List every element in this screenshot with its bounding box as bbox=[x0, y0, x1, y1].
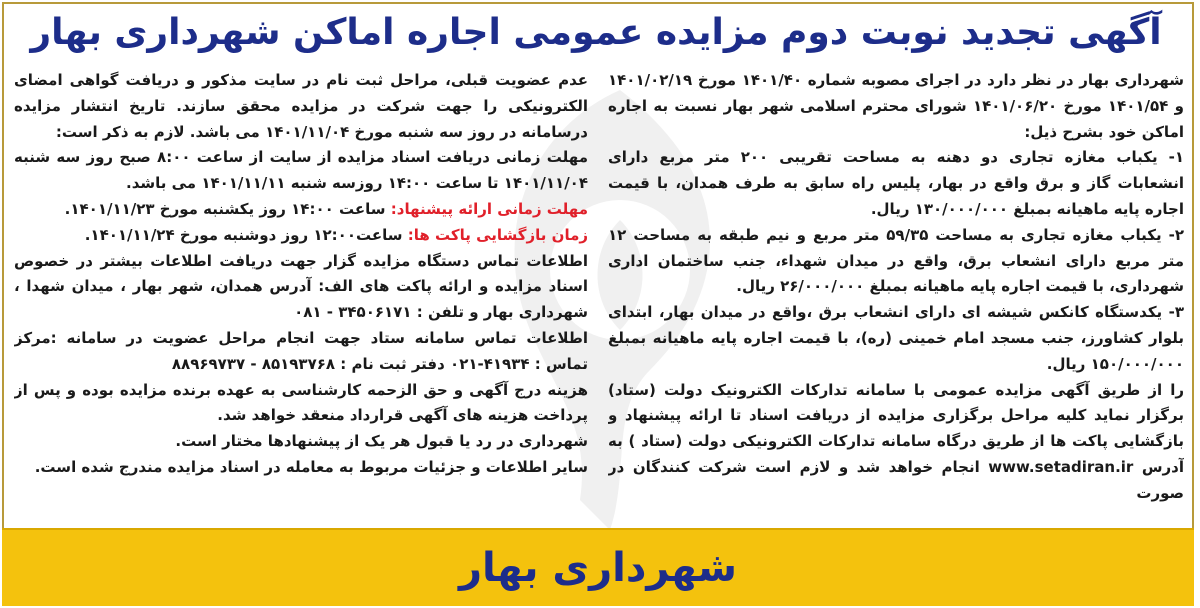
left-column bbox=[14, 68, 588, 516]
setad-text: را از طریق آگهی مزایده عمومی با سامانه تدارکات الکترونیک دولت (ستاد) برگزار نماید کلیه مراحل برگزاری مزایده از دریافت اسناد تا ارائه پیشنهاد و بازگشایی پاکت ها از طریق درگاه سامانه تدارکات الکترونیکی دولت (ستاد ) به آدرس bbox=[608, 380, 1184, 476]
fees-paragraph: هزینه درج آگهی و حق الزحمه کارشناسی به عهده برنده مزایده بوده و پس از پرداخت هزینه های آگهی قرارداد منعقد خواهد شد. bbox=[14, 380, 588, 425]
item-1: ۱- یکباب مغازه تجاری دو دهنه به مساحت تقریبی ۲۰۰ متر مربع دارای انشعابات گاز و برق واقع در بهار، پلیس راه سابق به طرف همدان، با قیمت اجاره پایه ماهیانه بمبلغ ۱۳۰/۰۰۰/۰۰۰ ریال. bbox=[608, 148, 1184, 218]
opening-time-label: زمان بازگشایی پاکت ها: bbox=[407, 225, 588, 244]
documents-deadline: مهلت زمانی دریافت اسناد مزایده از سایت از ساعت ۸:۰۰ صبح روز سه شنبه ۱۴۰۱/۱۱/۰۴ تا ساعت ۱۴:۰۰ روزسه شنبه ۱۴۰۱/۱۱/۱۱ می باشد. bbox=[14, 148, 588, 193]
proposal-deadline bbox=[14, 197, 588, 223]
details-paragraph: سایر اطلاعات و جزئیات مربوط به معامله در اسناد مزایده مندرج شده است. bbox=[34, 457, 588, 476]
right-column bbox=[608, 68, 1184, 516]
notice-title: آگهی تجدید نوبت دوم مزایده عمومی اجاره اماکن شهرداری بهار bbox=[30, 12, 1162, 53]
contact-info: اطلاعات تماس دستگاه مزایده گزار جهت دریافت اطلاعات بیشتر در خصوص اسناد مزایده و ارائه پاکت های الف: آدرس همدان، شهر بهار ، میدان شهدا ، شهرداری بهار و تلفن : ۳۴۵۰۶۱۷۱ - ۰۸۱ bbox=[14, 251, 588, 322]
setad-url[interactable]: www.setadiran.ir bbox=[988, 457, 1134, 476]
footer-band bbox=[2, 528, 1194, 606]
opening-time-text: ساعت۱۲:۰۰ روز دوشنبه مورخ ۱۴۰۱/۱۱/۲۴. bbox=[84, 225, 403, 244]
proposal-deadline-label: مهلت زمانی ارائه پیشنهاد: bbox=[390, 199, 588, 218]
intro-paragraph: شهرداری بهار در نظر دارد در اجرای مصوبه شماره ۱۴۰۱/۴۰ مورخ ۱۴۰۱/۰۲/۱۹ و ۱۴۰۱/۵۴ مورخ ۱۴۰۱/۰۶/۲۰ شورای محترم اسلامی شهر بهار نسبت به اجاره اماکن خود بشرح ذیل: bbox=[608, 71, 1184, 141]
proposal-deadline-text: ساعت ۱۴:۰۰ روز یکشنبه مورخ ۱۴۰۱/۱۱/۲۳. bbox=[64, 199, 386, 218]
setad-paragraph bbox=[608, 378, 1184, 507]
membership-paragraph: عدم عضویت قبلی، مراحل ثبت نام در سایت مذکور و دریافت گواهی امضای الکترونیکی را جهت شرکت در مزایده محقق سازند. تاریخ انتشار مزایده درسامانه در روز سه شنبه مورخ ۱۴۰۱/۱۱/۰۴ می باشد. لازم به ذکر است: bbox=[14, 71, 588, 141]
item-3: ۳- یکدستگاه کانکس شیشه ای دارای انشعاب برق ،واقع در میدان بهار، ابتدای بلوار کشاورز، جنب مسجد امام خمینی (ره)، با قیمت اجاره پایه ماهیانه بمبلغ ۱۵۰/۰۰۰/۰۰۰ ریال. bbox=[608, 303, 1184, 373]
rights-paragraph: شهرداری در رد یا قبول هر یک از پیشنهادها مختار است. bbox=[175, 432, 588, 451]
municipality-signature: شهرداری بهار bbox=[459, 545, 737, 591]
item-2: ۲- یکباب مغازه تجاری به مساحت ۵۹/۳۵ متر مربع و نیم طبقه به مساحت ۱۲ متر مربع دارای انشعاب برق، واقع در میدان شهداء، جنب ساختمان اداری شهرداری، با قیمت اجاره پایه ماهیانه بمبلغ ۲۶/۰۰۰/۰۰۰ ریال. bbox=[608, 225, 1184, 296]
setad-tail: انجام خواهد شد و لازم است شرکت کنندگان در صورت bbox=[608, 457, 1184, 502]
setad-contact-info: اطلاعات تماس سامانه ستاد جهت انجام مراحل عضویت در سامانه :مرکز تماس : ۴۱۹۳۴-۰۲۱ دفتر ثبت نام : ۸۵۱۹۳۷۶۸ - ۸۸۹۶۹۷۳۷ bbox=[14, 328, 588, 373]
opening-time bbox=[14, 223, 588, 249]
